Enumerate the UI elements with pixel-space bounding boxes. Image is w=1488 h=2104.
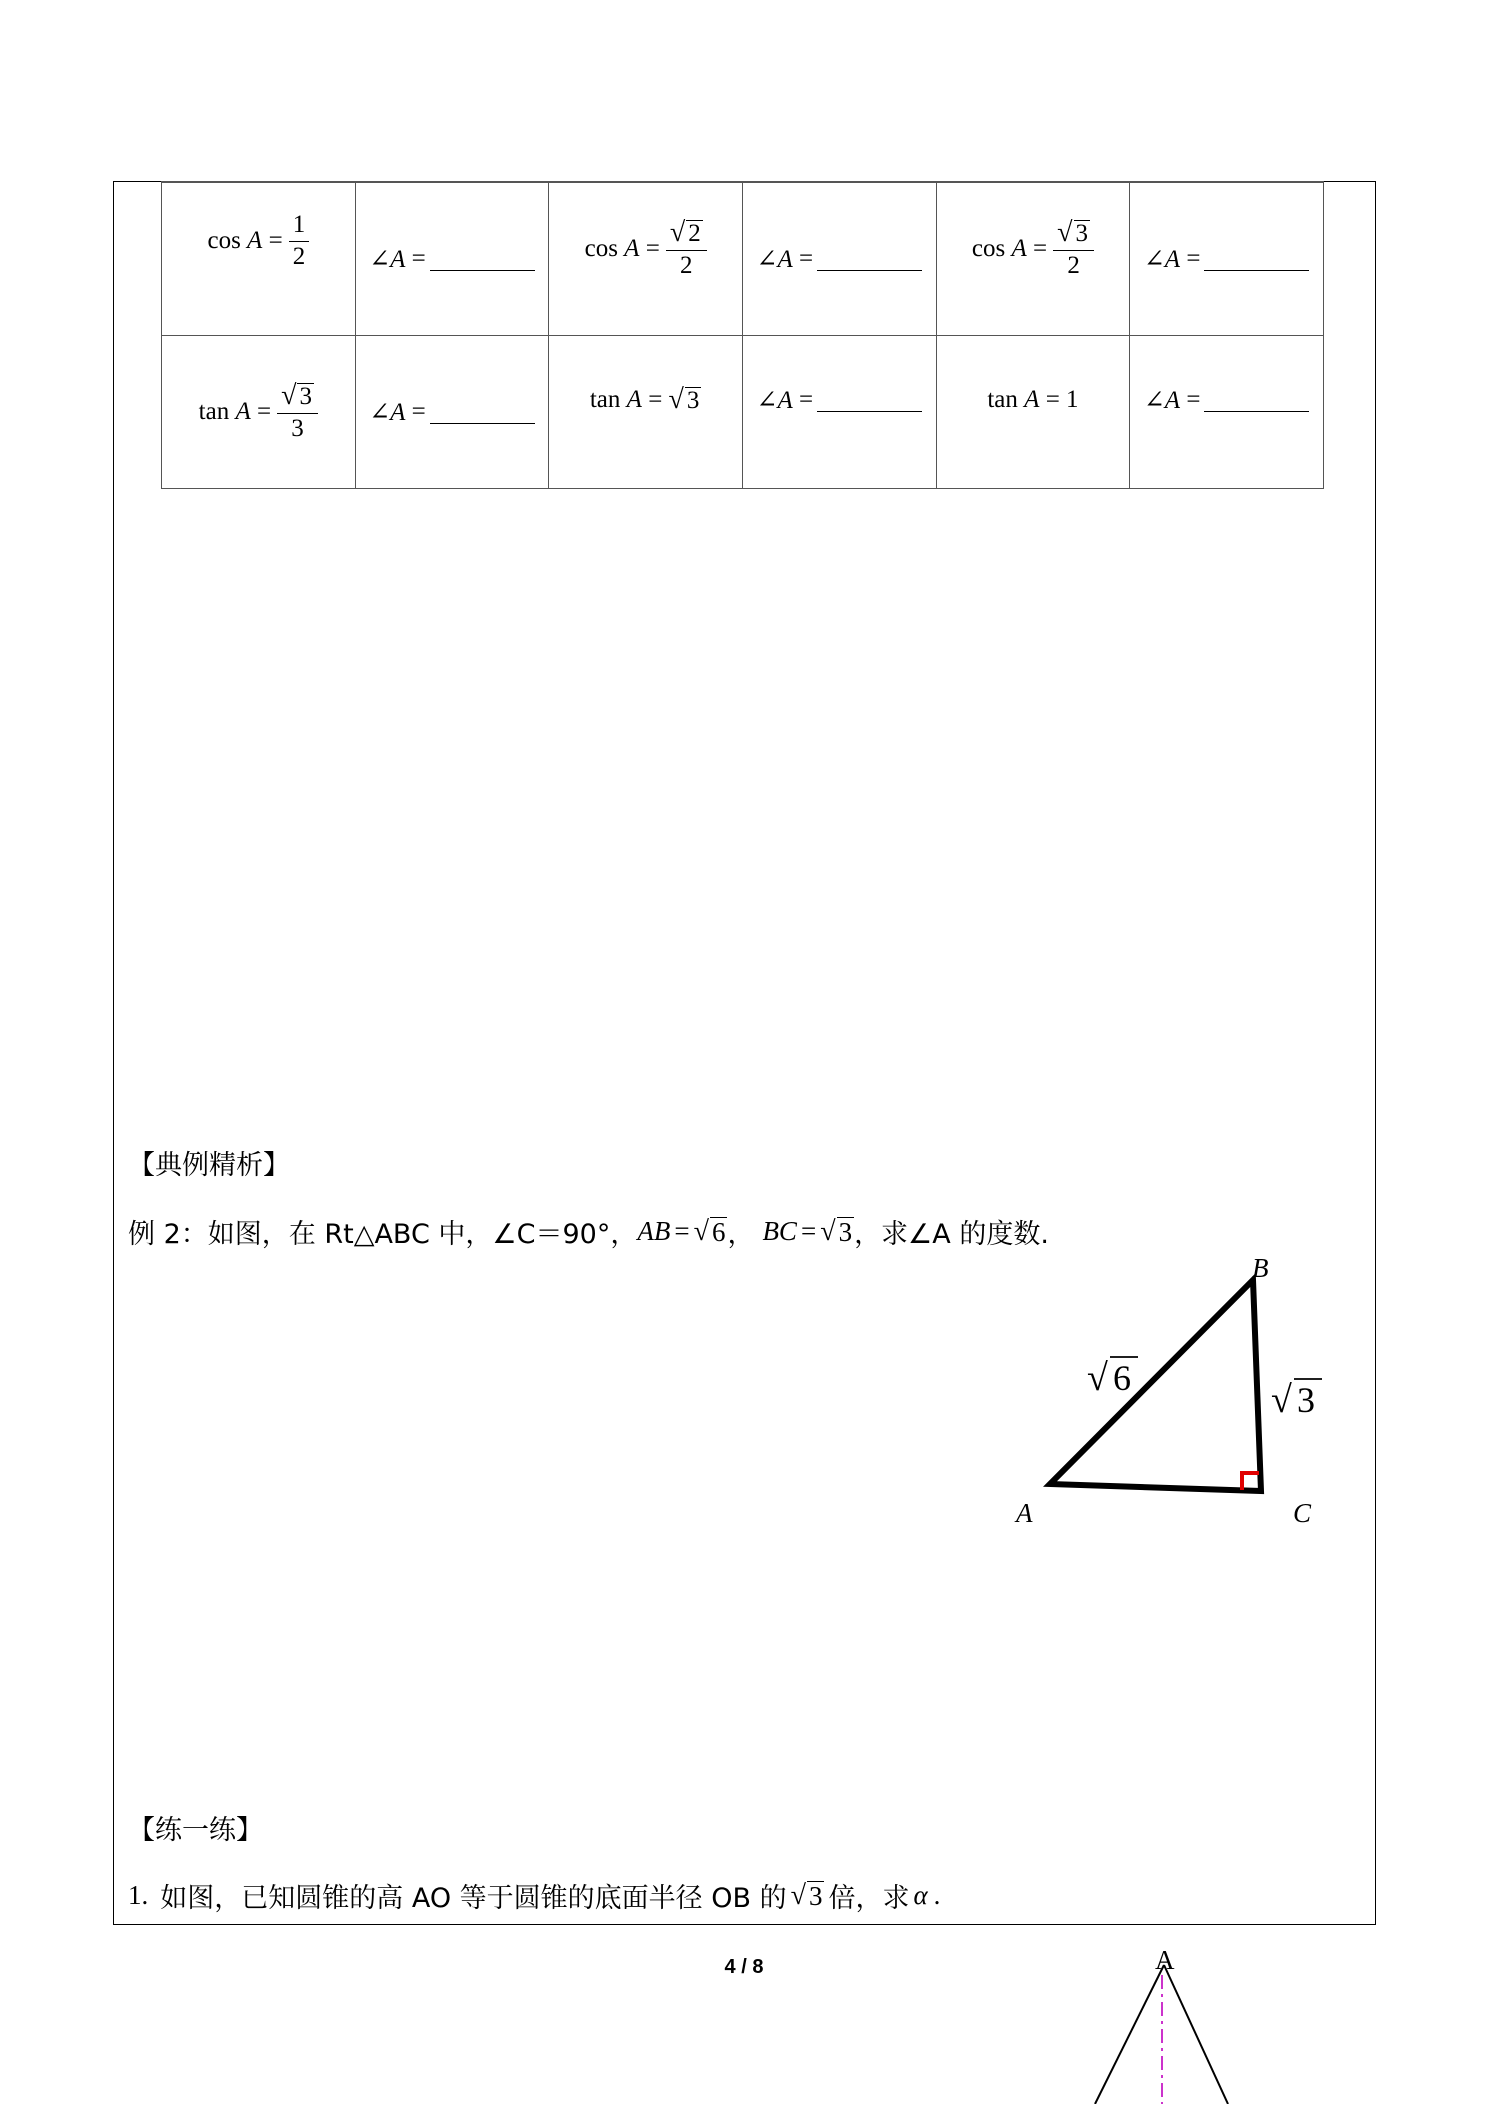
denominator: 2 [680,251,693,279]
equals-sign: = [798,386,814,413]
equals-sign: = [257,398,272,425]
denominator: 2 [1067,251,1080,279]
page-number: 4 / 8 [724,1956,764,1978]
equals-sign: = [411,398,426,425]
period: . [933,1880,941,1910]
angle-label: ∠A [1143,246,1181,273]
variable: A [1024,386,1040,413]
vertex-b-label: B [1252,1253,1269,1283]
section-title-practice: 【练一练】 [128,1815,263,1846]
variable: A [624,235,640,262]
func-name: cos [584,235,618,262]
radical-sign-icon: √ [1057,217,1073,249]
radical-sign-icon: √ [1271,1379,1292,1421]
radicand: 6 [1113,1358,1131,1398]
side-label: BC [762,1216,797,1246]
radicand: 3 [299,383,312,410]
radicand: 3 [838,1216,853,1247]
equals-sign: = [798,245,814,272]
side-label: AB [637,1216,671,1246]
comma: ， [727,1219,755,1250]
equals-sign: = [645,235,660,262]
denominator: 2 [292,242,306,270]
cone-apex-label: A [1155,1945,1175,1975]
exercise-number: 1. [128,1880,149,1910]
equals-sign: = [1045,386,1060,413]
exercise-text: 倍，求 [828,1883,910,1914]
radicand: 3 [1075,220,1088,247]
variable: A [626,386,642,413]
angle-label: ∠A [1143,387,1181,414]
denominator: 3 [291,414,304,442]
section-title-examples: 【典例精析】 [128,1150,290,1181]
alpha-symbol: α [913,1880,928,1910]
example-text: ，求∠A 的度数. [854,1219,1049,1250]
equals-sign: = [1033,235,1048,262]
numerator: 1 [289,212,310,241]
equals-sign: = [800,1216,817,1246]
cone-left-edge [1095,1965,1164,2104]
radicand: 3 [808,1880,823,1911]
func-name: tan [987,386,1018,413]
angle-label: ∠A [756,387,793,414]
radical-sign-icon: √ [668,384,684,415]
angle-label: ∠A [369,246,406,273]
func-name: cos [207,227,241,254]
radical-sign-icon: √ [1087,1357,1108,1399]
radicand: 3 [1297,1380,1315,1420]
cone-right-edge [1164,1965,1228,2104]
equals-sign: = [268,227,283,254]
radical-sign-icon: √ [820,1216,836,1248]
radical-sign-icon: √ [693,1216,709,1248]
radical-sign-icon: √ [281,380,297,412]
radical-sign-icon: √ [669,217,686,249]
value: 1 [1066,386,1079,413]
equals-sign: = [674,1216,690,1246]
equals-sign: = [1186,386,1201,413]
func-name: tan [198,398,230,425]
angle-label: ∠A [369,399,406,426]
radical-sign-icon: √ [790,1880,806,1912]
variable: A [1011,235,1027,262]
variable: A [235,398,251,425]
radicand: 3 [686,386,700,414]
vertex-a-label: A [1016,1498,1033,1528]
func-name: tan [589,386,621,413]
vertex-c-label: C [1293,1498,1312,1528]
angle-label: ∠A [756,246,793,273]
radicand: 6 [711,1216,726,1247]
equals-sign: = [648,386,663,413]
exercise-text: 如图，已知圆锥的高 AO 等于圆锥的底面半径 OB 的 [160,1883,787,1914]
variable: A [247,227,263,254]
func-name: cos [971,235,1006,262]
equals-sign: = [411,245,426,272]
example-text: 例 2：如图，在 Rt△ABC 中，∠C＝90°， [128,1219,638,1250]
equals-sign: = [1186,245,1201,272]
radicand: 2 [688,220,701,247]
